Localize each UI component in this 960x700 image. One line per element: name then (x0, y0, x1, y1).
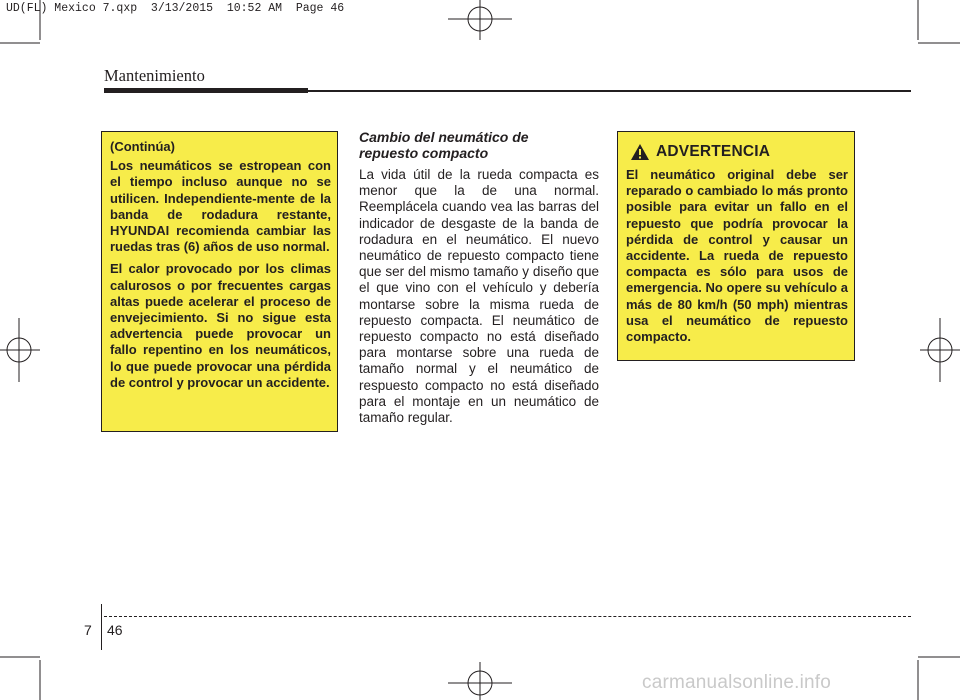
section-title: Mantenimiento (104, 66, 205, 85)
registration-mark-bottom (448, 662, 512, 700)
warning-triangle-icon (630, 143, 650, 161)
registration-mark-left (0, 318, 40, 382)
continued-label: (Continúa) (110, 139, 175, 154)
page-number: 46 (107, 622, 123, 638)
warning-paragraph: Los neumáticos se estropean con el tiempo incluso aunque no se utilicen. Independiente-mente de la banda de rodadura restante, HYUNDAI recomienda cambiar las ruedas tras (6) años de uso normal. (110, 158, 331, 255)
section-heading-line: repuesto compacto (359, 145, 489, 161)
warning-title: ADVERTENCIA (656, 143, 771, 160)
header-rule-accent (104, 88, 308, 93)
warning-box (617, 131, 855, 361)
chapter-number: 7 (84, 622, 92, 638)
watermark: carmanualsonline.info (642, 672, 832, 693)
warning-paragraph: El calor provocado por los climas calurosos o por frecuentes cargas altas puede acelerar el proceso de envejecimiento. Si no sigue esta advertencia puede provocar un fallo repentino en los neumáticos, lo que puede provocar una pérdida de control y provocar un accidente. (110, 261, 331, 390)
warning-text: El neumático original debe ser reparado o cambiado lo más pronto posible para evitar un fallo en el repuesto que podría provocar la pérdida de control y causar un accidente. La rueda de repuesto compacta es sólo para usos de emergencia. No opere su vehículo a más de 80 km/h (50 mph) mientras usa el neumático de repuesto compacto. (626, 167, 848, 345)
registration-mark-right (920, 318, 960, 382)
registration-mark-top (448, 0, 512, 40)
section-heading-line: Cambio del neumático de (359, 129, 529, 145)
footer-divider (101, 604, 102, 650)
spare-tire-section (359, 129, 599, 426)
print-slug-line: UD(FL) Mexico 7.qxp 3/13/2015 10:52 AM Page 46 (6, 2, 345, 15)
footer-rule (104, 616, 911, 617)
section-body: La vida útil de la rueda compacta es menor que la de una normal. Reemplácela cuando vea las barras del indicador de desgaste de la banda de rodadura en el neumático. El nuevo neumático de repuesto compacto tiene que ser del mismo tamaño y diseño que el que vino con el vehículo y debería montarse sobre la misma rueda de repuesto compacta. El neumático de repuesto compacto no está diseñado para montarse sobre una rueda de tamaño normal y el neumático de respuesto compacto no está diseñado para el montaje en un neumático de tamaño regular. (359, 167, 599, 426)
continued-warning-box (101, 131, 338, 432)
section-heading (359, 129, 599, 161)
warning-header (630, 143, 848, 161)
